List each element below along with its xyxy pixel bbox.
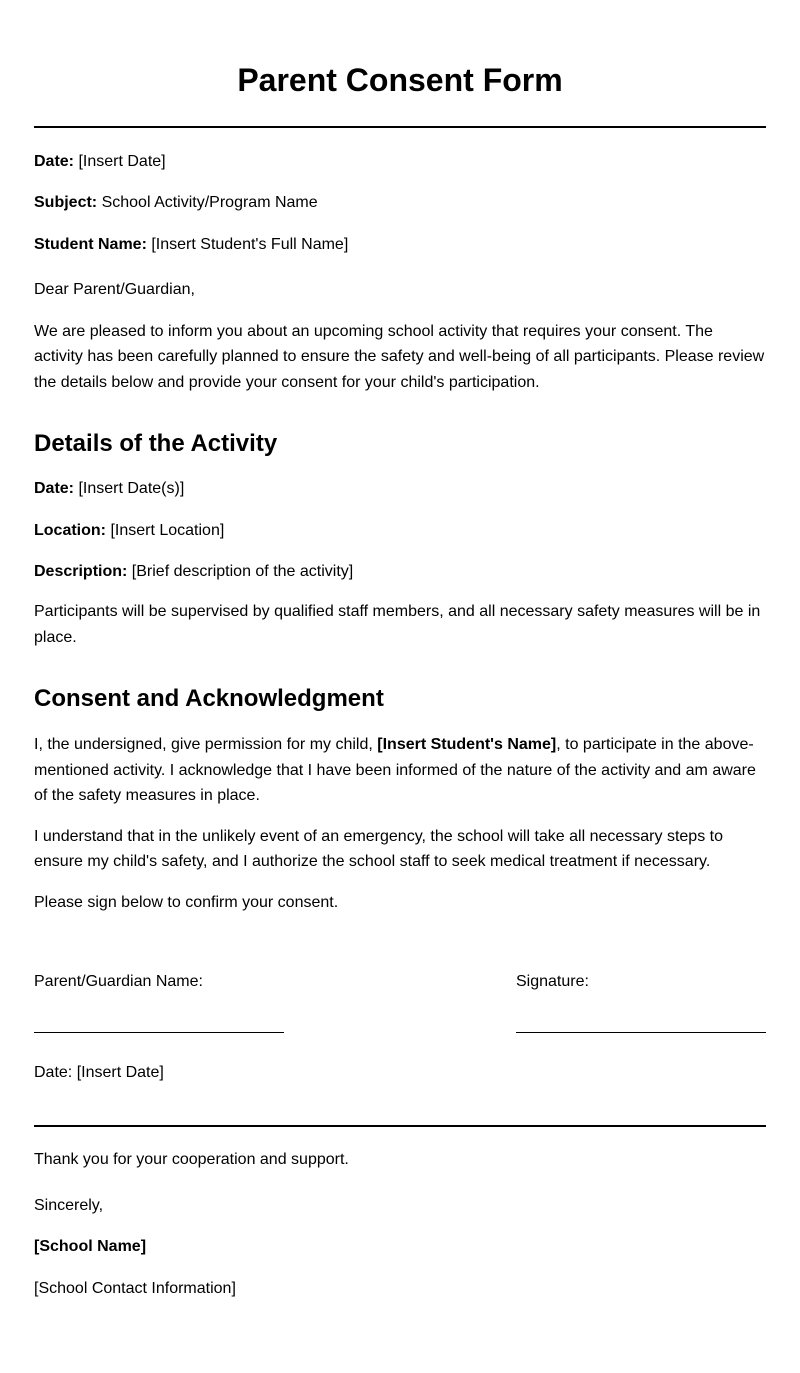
- subject-value: School Activity/Program Name: [101, 194, 318, 211]
- location-value: [Insert Location]: [110, 522, 225, 539]
- subject-field: [34, 193, 766, 213]
- signature-line[interactable]: [516, 1032, 766, 1033]
- student-name-value: [Insert Student's Full Name]: [151, 236, 349, 253]
- activity-date-label: Date:: [34, 480, 75, 497]
- school-contact: [School Contact Information]: [34, 1280, 236, 1297]
- guardian-name-label: Parent/Guardian Name:: [34, 973, 203, 990]
- student-name-label: Student Name:: [34, 236, 147, 253]
- page-title: Parent Consent Form: [237, 62, 563, 98]
- closing-divider: [34, 1125, 766, 1127]
- header-date-value: [Insert Date]: [78, 153, 166, 170]
- consent-paragraph-2: I understand that in the unlikely event of an emergency, the school will take all necessary steps to ensure my child's safety, and I authorize the school staff to seek medical treatment if necessary.: [34, 827, 723, 870]
- location-label: Location:: [34, 522, 106, 539]
- description-label: Description:: [34, 563, 128, 580]
- consent-paragraph-1-end: , to participate in the above-mentioned activity. I acknowledge that I have been informed of the nature of the activity and am aware of the safety measures in place.: [34, 736, 756, 804]
- subject-label: Subject:: [34, 194, 98, 211]
- school-name: [School Name]: [34, 1238, 147, 1255]
- greeting: Dear Parent/Guardian,: [34, 281, 195, 298]
- student-name-field: [34, 235, 766, 255]
- signature-labels-row: [34, 973, 766, 993]
- consent-paragraph-1-start: I, the undersigned, give permission for my child,: [34, 736, 378, 753]
- consent-paragraph-1: [34, 732, 766, 809]
- header-date-label: Date:: [34, 153, 75, 170]
- description-field: [34, 562, 766, 582]
- supervision-paragraph: Participants will be supervised by qualified staff members, and all necessary safety measures will be in place.: [34, 603, 761, 646]
- sincerely-line: Sincerely,: [34, 1197, 104, 1214]
- title-divider: [34, 126, 766, 128]
- student-name-placeholder: [Insert Student's Name]: [377, 736, 557, 753]
- activity-date-field: [34, 479, 766, 499]
- intro-paragraph: We are pleased to inform you about an upcoming school activity that requires your consent. The activity has been carefully planned to ensure the safety and well-being of all participants. Please review the details below and provide your consent for your child's participation.: [34, 322, 765, 391]
- guardian-name-line[interactable]: [34, 1032, 284, 1033]
- details-heading: Details of the Activity: [34, 430, 278, 457]
- consent-heading: Consent and Acknowledgment: [34, 685, 384, 712]
- signature-lines-row: [34, 993, 766, 1033]
- consent-paragraph-3: Please sign below to confirm your consent.: [34, 893, 339, 911]
- signature-label: Signature:: [516, 973, 589, 990]
- description-value: [Brief description of the activity]: [131, 563, 354, 580]
- activity-date-value: [Insert Date(s)]: [78, 480, 185, 497]
- location-field: [34, 521, 766, 541]
- signature-date-field: Date: [Insert Date]: [34, 1064, 164, 1081]
- thanks-line: Thank you for your cooperation and support.: [34, 1151, 349, 1168]
- header-date-field: [34, 152, 766, 172]
- consent-form-page: [34, 0, 766, 1299]
